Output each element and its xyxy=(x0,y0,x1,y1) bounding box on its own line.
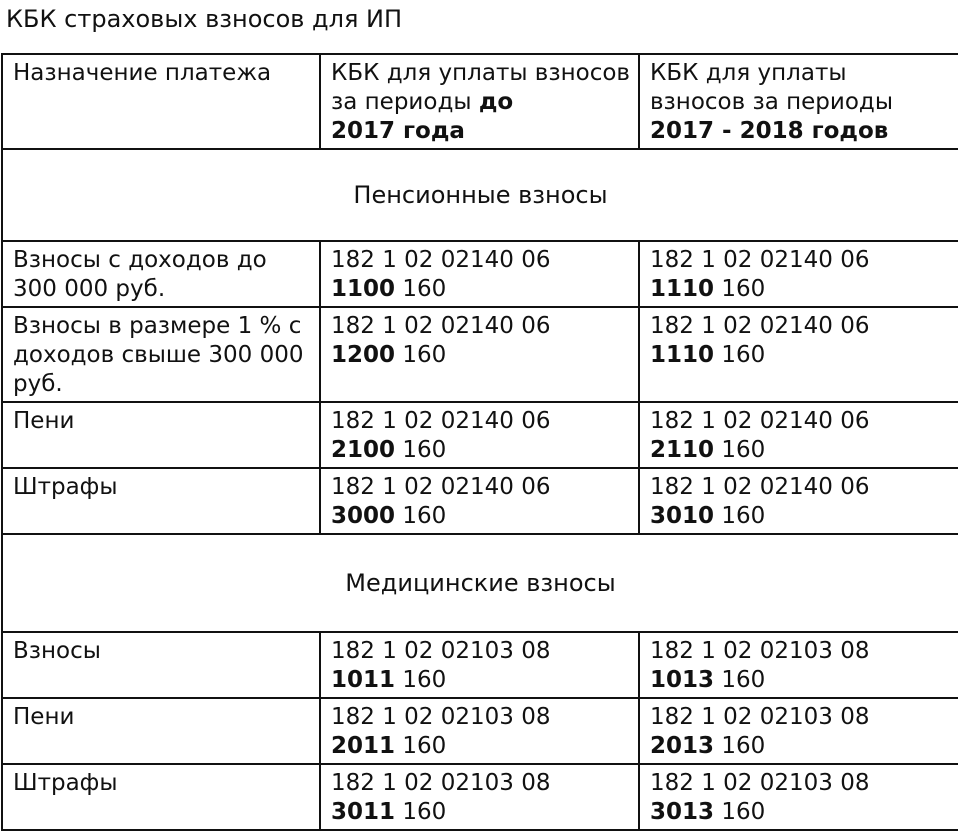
table-row xyxy=(2,632,958,698)
kbk-code-suffix: 160 xyxy=(721,733,766,759)
kbk-code-suffix: 160 xyxy=(402,342,447,368)
purpose-cell: Взносы xyxy=(2,632,320,698)
section-row-pension xyxy=(2,149,958,241)
kbk-code-prefix: 182 1 02 02140 06 xyxy=(331,408,551,434)
kbk-before-2017-cell xyxy=(320,307,639,402)
kbk-code-prefix: 182 1 02 02140 06 xyxy=(331,313,551,339)
kbk-2017-2018-cell xyxy=(639,632,958,698)
kbk-2017-2018-cell xyxy=(639,764,958,830)
purpose-cell: Взносы с доходов до 300 000 руб. xyxy=(2,241,320,307)
header-2017-2018-line2: взносов за периоды xyxy=(650,89,893,115)
section-row-medical xyxy=(2,534,958,632)
kbk-code-bold: 1110 xyxy=(650,342,715,368)
table-row xyxy=(2,241,958,307)
table-row xyxy=(2,764,958,830)
section-title-pension: Пенсионные взносы xyxy=(2,149,958,241)
kbk-code-prefix: 182 1 02 02140 06 xyxy=(331,247,551,273)
kbk-before-2017-cell xyxy=(320,402,639,468)
purpose-cell: Пени xyxy=(2,402,320,468)
header-before-2017-cell xyxy=(320,54,639,149)
kbk-code-prefix: 182 1 02 02103 08 xyxy=(650,638,870,664)
table-row xyxy=(2,307,958,402)
kbk-2017-2018-cell xyxy=(639,307,958,402)
header-before-2017-bold-inline: до xyxy=(478,89,514,115)
purpose-cell: Пени xyxy=(2,698,320,764)
purpose-cell: Взносы в размере 1 % с доходов свыше 300 000 руб. xyxy=(2,307,320,402)
kbk-code-bold: 1013 xyxy=(650,667,715,693)
kbk-code-suffix: 160 xyxy=(402,437,447,463)
kbk-code-bold: 3011 xyxy=(331,799,396,825)
kbk-code-suffix: 160 xyxy=(721,276,766,302)
kbk-2017-2018-cell xyxy=(639,468,958,534)
kbk-2017-2018-cell xyxy=(639,241,958,307)
kbk-before-2017-cell xyxy=(320,764,639,830)
header-2017-2018-line1: КБК для уплаты xyxy=(650,60,847,86)
kbk-code-prefix: 182 1 02 02103 08 xyxy=(331,638,551,664)
kbk-code-suffix: 160 xyxy=(721,342,766,368)
purpose-cell: Штрафы xyxy=(2,468,320,534)
kbk-table xyxy=(1,53,958,831)
header-before-2017-bold-line: 2017 года xyxy=(331,118,465,144)
table-row xyxy=(2,468,958,534)
kbk-2017-2018-cell xyxy=(639,402,958,468)
header-purpose-label: Назначение платежа xyxy=(13,60,272,86)
kbk-code-bold: 2110 xyxy=(650,437,715,463)
kbk-code-bold: 1110 xyxy=(650,276,715,302)
kbk-code-prefix: 182 1 02 02140 06 xyxy=(650,313,870,339)
kbk-code-suffix: 160 xyxy=(721,799,766,825)
purpose-cell: Штрафы xyxy=(2,764,320,830)
kbk-code-bold: 3010 xyxy=(650,503,715,529)
kbk-code-bold: 2100 xyxy=(331,437,396,463)
kbk-code-bold: 1011 xyxy=(331,667,396,693)
table-row xyxy=(2,402,958,468)
header-2017-2018-cell xyxy=(639,54,958,149)
kbk-before-2017-cell xyxy=(320,241,639,307)
kbk-code-suffix: 160 xyxy=(721,667,766,693)
kbk-code-bold: 3013 xyxy=(650,799,715,825)
kbk-code-prefix: 182 1 02 02140 06 xyxy=(331,474,551,500)
kbk-code-suffix: 160 xyxy=(721,503,766,529)
table-row xyxy=(2,698,958,764)
kbk-code-prefix: 182 1 02 02103 08 xyxy=(331,770,551,796)
kbk-code-prefix: 182 1 02 02103 08 xyxy=(650,770,870,796)
kbk-code-bold: 3000 xyxy=(331,503,396,529)
kbk-before-2017-cell xyxy=(320,632,639,698)
kbk-code-suffix: 160 xyxy=(402,799,447,825)
table-header-row xyxy=(2,54,958,149)
kbk-code-prefix: 182 1 02 02140 06 xyxy=(650,474,870,500)
kbk-before-2017-cell xyxy=(320,698,639,764)
kbk-code-suffix: 160 xyxy=(402,276,447,302)
kbk-2017-2018-cell xyxy=(639,698,958,764)
header-2017-2018-bold: 2017 - 2018 годов xyxy=(650,118,889,144)
kbk-code-prefix: 182 1 02 02140 06 xyxy=(650,247,870,273)
kbk-code-prefix: 182 1 02 02140 06 xyxy=(650,408,870,434)
kbk-code-bold: 1100 xyxy=(331,276,396,302)
kbk-code-bold: 1200 xyxy=(331,342,396,368)
kbk-code-bold: 2013 xyxy=(650,733,715,759)
header-before-2017-label: КБК для уплаты взносов за периоды xyxy=(331,60,630,115)
section-title-medical: Медицинские взносы xyxy=(2,534,958,632)
kbk-code-suffix: 160 xyxy=(402,503,447,529)
kbk-code-prefix: 182 1 02 02103 08 xyxy=(331,704,551,730)
kbk-code-suffix: 160 xyxy=(402,733,447,759)
kbk-code-bold: 2011 xyxy=(331,733,396,759)
kbk-code-suffix: 160 xyxy=(721,437,766,463)
page-title: КБК страховых взносов для ИП xyxy=(6,5,403,33)
kbk-before-2017-cell xyxy=(320,468,639,534)
header-purpose-cell xyxy=(2,54,320,149)
kbk-code-prefix: 182 1 02 02103 08 xyxy=(650,704,870,730)
kbk-code-suffix: 160 xyxy=(402,667,447,693)
